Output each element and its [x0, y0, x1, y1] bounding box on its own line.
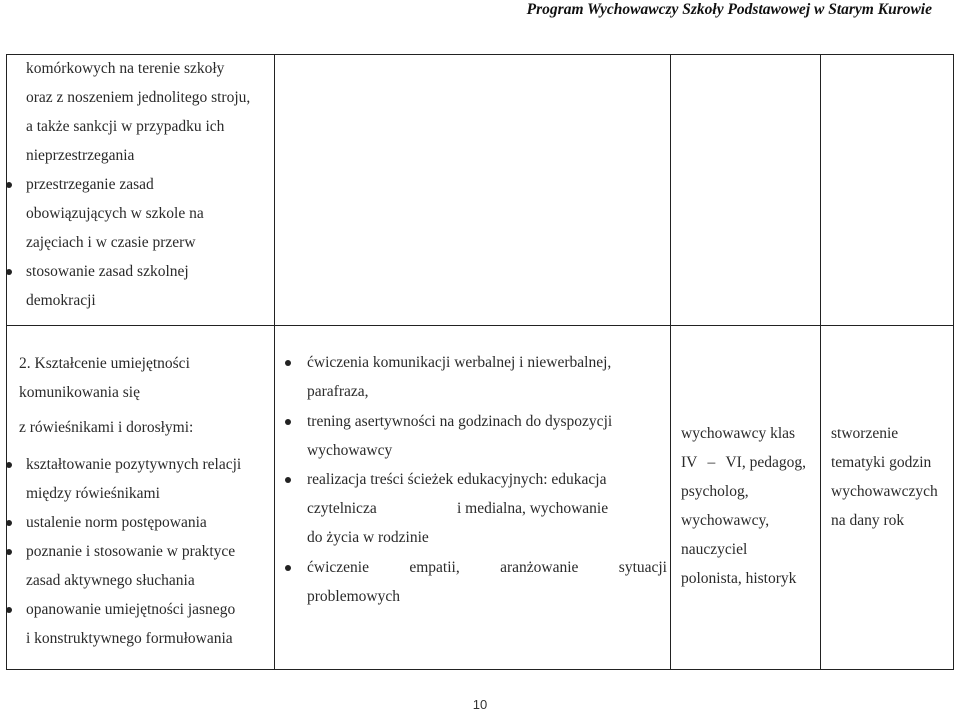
bullet-icon	[285, 477, 291, 483]
text-line: opanowanie umiejętności jasnego	[26, 601, 236, 618]
text-line: i medialna, wychowanie	[457, 500, 609, 517]
text-line: zajęciach i w czasie przerw	[26, 234, 196, 251]
text-word: VI, pedagog,	[725, 454, 806, 471]
document-header: Program Wychowawczy Szkoły Podstawowej w Starym Kurowie	[526, 1, 932, 18]
text-word: ćwiczenie	[307, 559, 369, 576]
text-word: IV	[681, 454, 698, 471]
cell-tasks	[7, 326, 275, 670]
text-line: wychowawcy klas	[681, 425, 796, 442]
bullet-icon	[6, 269, 12, 275]
table-row	[7, 326, 954, 670]
text-line: parafraza,	[307, 383, 369, 400]
text-line: tematyki godzin	[831, 454, 932, 471]
text-line: a także sankcji w przypadku ich	[26, 118, 225, 135]
cell-tasks	[7, 55, 275, 326]
text-line: wychowawcy,	[681, 512, 770, 529]
text-line: między rówieśnikami	[26, 485, 160, 502]
text-word: –	[707, 454, 716, 471]
text-line: ćwiczenia komunikacji werbalnej i niewerbalnej,	[307, 354, 612, 371]
section-subheading: z rówieśnikami i dorosłymi:	[19, 419, 194, 436]
bullet-icon	[285, 419, 291, 425]
cell-forms	[275, 55, 671, 326]
text-line: nauczyciel	[681, 541, 748, 558]
bullet-icon	[6, 182, 12, 188]
table-row	[7, 55, 954, 326]
bullet-icon	[6, 462, 12, 468]
cell-forms	[275, 326, 671, 670]
section-heading: komunikowania się	[19, 384, 140, 401]
justified-line	[681, 453, 806, 473]
text-line: problemowych	[307, 588, 400, 605]
text-line: oraz z noszeniem jednolitego stroju,	[26, 89, 251, 106]
text-line: na dany rok	[831, 512, 905, 529]
text-word: sytuacji	[618, 559, 667, 576]
page-number: 10	[472, 697, 488, 712]
bullet-icon	[6, 607, 12, 613]
text-line: przestrzeganie zasad	[26, 176, 154, 193]
text-line: poznanie i stosowanie w praktyce	[26, 543, 236, 560]
text-line: ustalenie norm postępowania	[26, 514, 207, 531]
text-word: aranżowanie	[500, 559, 579, 576]
text-line: kształtowanie pozytywnych relacji	[26, 456, 242, 473]
bullet-icon	[6, 520, 12, 526]
cell-responsible	[671, 326, 821, 670]
bullet-icon	[285, 565, 291, 571]
text-line: demokracji	[26, 292, 96, 309]
text-line: komórkowych na terenie szkoły	[26, 60, 225, 77]
cell-responsible	[671, 55, 821, 326]
section-heading: 2. Kształcenie umiejętności	[19, 355, 190, 372]
text-line: czytelnicza	[307, 500, 377, 517]
text-line: zasad aktywnego słuchania	[26, 572, 195, 589]
text-line: nieprzestrzegania	[26, 147, 135, 164]
text-line: realizacja treści ścieżek edukacyjnych: edukacja	[307, 471, 607, 488]
text-line: do życia w rodzinie	[307, 529, 429, 546]
cell-effects	[821, 326, 954, 670]
text-line: i konstruktywnego formułowania	[26, 630, 233, 647]
bullet-icon	[6, 549, 12, 555]
text-line: wychowawczych	[831, 483, 938, 500]
cell-effects	[821, 55, 954, 326]
text-line: stosowanie zasad szkolnej	[26, 263, 189, 280]
program-table	[6, 54, 954, 670]
text-word: empatii,	[409, 559, 460, 576]
text-line: polonista, historyk	[681, 570, 797, 587]
text-line: stworzenie	[831, 425, 899, 442]
text-line: psycholog,	[681, 483, 749, 500]
bullet-icon	[285, 360, 291, 366]
text-line: wychowawcy	[307, 442, 393, 459]
text-line: obowiązujących w szkole na	[26, 205, 204, 222]
justified-line	[307, 558, 667, 578]
text-line: trening asertywności na godzinach do dyspozycji	[307, 413, 613, 430]
